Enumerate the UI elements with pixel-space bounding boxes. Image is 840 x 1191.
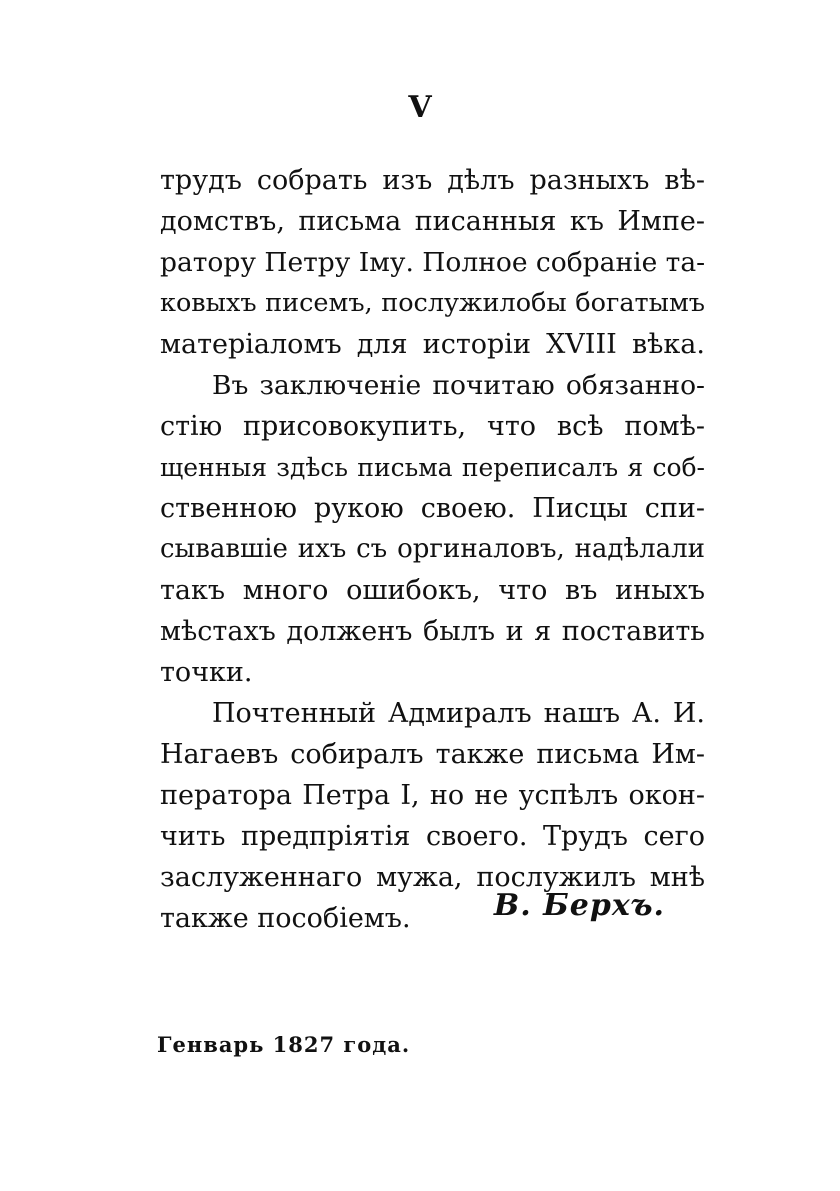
text-line: Почтенный Адмиралъ нашъ А. И. xyxy=(212,698,705,729)
text-line: ператора Петра I, но не успѣлъ окон- xyxy=(160,780,705,811)
text-line: чить предпріятія своего. Трудъ сего xyxy=(160,821,705,852)
text-line: сывавшіе ихъ съ оргиналовъ, надѣлали xyxy=(160,534,705,564)
text-line: щенныя здѣсь письма переписалъ я соб- xyxy=(160,453,705,482)
text-line: ственною рукою своею. Писцы спи- xyxy=(160,493,705,524)
text-line: ратору Петру Iму. Полное собраніе та- xyxy=(160,247,706,278)
text-line: точки. xyxy=(160,657,253,688)
page-number: V xyxy=(408,90,432,125)
text-line: мѣстахъ долженъ былъ и я поставить xyxy=(160,616,705,647)
text-line: домствъ, письма писанныя къ Импе- xyxy=(160,206,705,237)
text-line: заслуженнаго мужа, послужилъ мнѣ xyxy=(160,862,705,893)
text-line: трудъ собрать изъ дѣлъ разныхъ вѣ- xyxy=(160,165,705,196)
dateline: Генварь 1827 года. xyxy=(157,1032,411,1057)
text-line: такъ много ошибокъ, что въ иныхъ xyxy=(160,575,705,606)
body-text xyxy=(160,160,705,939)
author-signature: В. Берхъ. xyxy=(493,888,665,923)
text-line: матеріаломъ для исторіи XVIII вѣка. xyxy=(160,329,705,360)
text-line: ковыхъ писемъ, послужилобы богатымъ xyxy=(160,288,705,318)
text-line: также пособіемъ. xyxy=(160,903,411,934)
text-line: Въ заключеніе почитаю обязанно- xyxy=(212,370,705,401)
text-line: стію присовокупить, что всѣ помѣ- xyxy=(160,411,705,442)
text-line: Нагаевъ собиралъ также письма Им- xyxy=(160,739,705,770)
